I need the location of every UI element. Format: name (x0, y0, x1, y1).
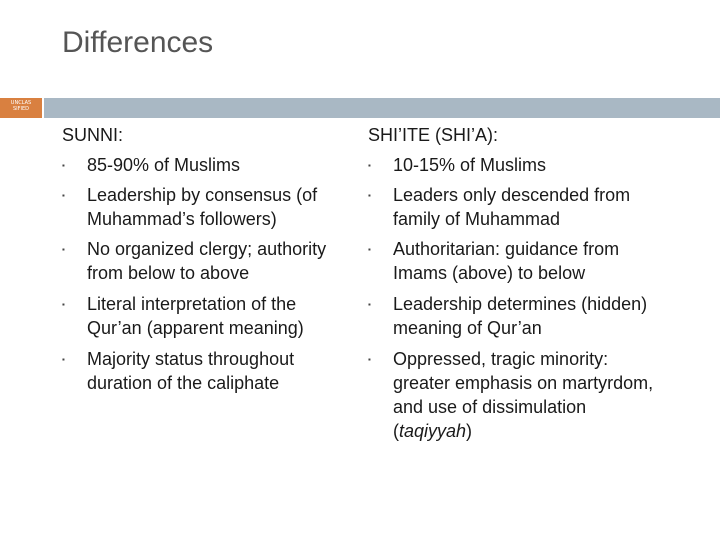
shiite-heading: SHI’ITE (SHI’A): (368, 125, 499, 145)
bullet-icon: ▪ (62, 300, 65, 309)
bullet-icon: ▪ (368, 355, 371, 364)
list-item: ▪ Majority status throughout duration of the caliphate (62, 349, 295, 393)
bullet-icon: ▪ (368, 161, 371, 170)
bullet-icon: ▪ (62, 191, 65, 200)
bullet-icon: ▪ (62, 161, 65, 170)
classification-tag: UNCLAS SIFIED (10, 100, 32, 112)
slide-title: Differences (62, 26, 214, 59)
term-italic: taqiyyah (399, 421, 467, 441)
bullet-icon: ▪ (368, 245, 371, 254)
shiite-column (368, 123, 668, 443)
list-item: ▪ 85-90% of Muslims (62, 153, 352, 183)
bullet-icon: ▪ (368, 191, 371, 200)
list-item: ▪ 10-15% of Muslims (368, 153, 668, 183)
list-item: ▪ No organized clergy; authority from below to above (62, 239, 327, 283)
list-item: ▪ Oppressed, tragic minority: greater emphasis on martyrdom, and use of dissimulation (taqiyyah) (368, 349, 654, 441)
list-item: ▪ Literal interpretation of the Qur’an (apparent meaning) (62, 294, 304, 338)
bullet-icon: ▪ (62, 245, 65, 254)
list-item: ▪ Authoritarian: guidance from Imams (above) to below (368, 239, 620, 283)
sunni-heading: SUNNI: (62, 125, 124, 145)
shiite-list (368, 153, 668, 443)
sunni-column (62, 123, 352, 395)
sunni-list (62, 153, 352, 395)
bullet-icon: ▪ (368, 300, 371, 309)
list-item: ▪ Leaders only descended from family of Muhammad (368, 185, 631, 229)
bullet-icon: ▪ (62, 355, 65, 364)
accent-bar-left (0, 98, 42, 118)
accent-bar-right (44, 98, 720, 118)
list-item: ▪ Leadership by consensus (of Muhammad’s followers) (62, 185, 318, 229)
list-item: ▪ Leadership determines (hidden) meaning of Qur’an (368, 294, 648, 338)
